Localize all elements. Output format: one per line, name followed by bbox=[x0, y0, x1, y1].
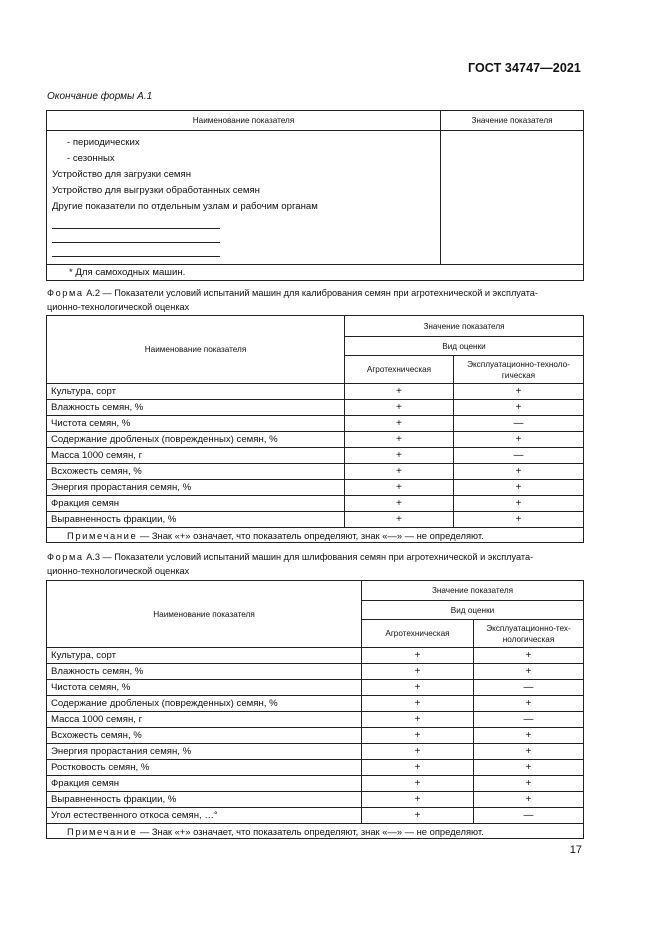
row-expl-cell: + bbox=[474, 776, 584, 792]
col-header-type: Вид оценки bbox=[345, 337, 584, 356]
table-row bbox=[47, 648, 584, 664]
form-a3-table bbox=[46, 580, 584, 839]
row-name-cell: Всхожесть семян, % bbox=[47, 728, 362, 744]
row-expl-cell: + bbox=[474, 728, 584, 744]
table-note: Примечание — Знак «+» означает, что показатель определяют, знак «—» — не определяют. bbox=[47, 528, 584, 543]
row-agro-cell: + bbox=[362, 680, 474, 696]
row-agro-cell: + bbox=[345, 432, 454, 448]
blank-line bbox=[52, 229, 220, 243]
row-name-cell: Энергия прорастания семян, % bbox=[47, 744, 362, 760]
row-name-cell: Культура, сорт bbox=[47, 384, 345, 400]
row-agro-cell: + bbox=[345, 480, 454, 496]
row-expl-cell: — bbox=[474, 808, 584, 824]
table-row bbox=[47, 664, 584, 680]
row-name-cell: Влажность семян, % bbox=[47, 664, 362, 680]
row-name-cell: Угол естественного откоса семян, …° bbox=[47, 808, 362, 824]
row-agro-cell: + bbox=[345, 464, 454, 480]
form-a1-table bbox=[46, 110, 584, 281]
row-agro-cell: + bbox=[345, 416, 454, 432]
col-header-expl: Эксплуатационно-техноло- гическая bbox=[454, 356, 584, 384]
table-row bbox=[47, 808, 584, 824]
col-header-name: Наименование показателя bbox=[47, 111, 441, 131]
table-row bbox=[47, 496, 584, 512]
row-expl-cell: + bbox=[474, 648, 584, 664]
col-header-agro: Агротехническая bbox=[362, 620, 474, 648]
row-expl-cell: — bbox=[474, 712, 584, 728]
footnote: * Для самоходных машин. bbox=[47, 265, 584, 281]
row-agro-cell: + bbox=[345, 512, 454, 528]
row-name-cell: Влажность семян, % bbox=[47, 400, 345, 416]
row-expl-cell: — bbox=[454, 416, 584, 432]
row-expl-cell: + bbox=[454, 496, 584, 512]
row-agro-cell: + bbox=[345, 496, 454, 512]
row-expl-cell: + bbox=[474, 664, 584, 680]
row-agro-cell: + bbox=[362, 808, 474, 824]
row-expl-cell: + bbox=[474, 760, 584, 776]
col-header-value: Значение показателя bbox=[441, 111, 584, 131]
row-agro-cell: + bbox=[345, 448, 454, 464]
value-cell bbox=[441, 131, 584, 265]
row-expl-cell: + bbox=[454, 480, 584, 496]
col-header-value: Значение показателя bbox=[362, 581, 584, 601]
row-expl-cell: + bbox=[454, 400, 584, 416]
col-header-agro: Агротехническая bbox=[345, 356, 454, 384]
blank-line bbox=[52, 215, 220, 229]
row-agro-cell: + bbox=[362, 776, 474, 792]
row-agro-cell: + bbox=[362, 792, 474, 808]
row-agro-cell: + bbox=[345, 384, 454, 400]
table-row bbox=[47, 776, 584, 792]
col-header-value: Значение показателя bbox=[345, 316, 584, 337]
table-row bbox=[47, 432, 584, 448]
form-a3-title: Форма А.3 — Показатели условий испытаний машин для шлифования семян при агротехнической и эксплуата- ционно-технологической оценках bbox=[47, 552, 534, 576]
row-name-cell: Фракция семян bbox=[47, 496, 345, 512]
row-expl-cell: + bbox=[454, 384, 584, 400]
row-name-cell: Чистота семян, % bbox=[47, 680, 362, 696]
row-agro-cell: + bbox=[362, 712, 474, 728]
row-agro-cell: + bbox=[362, 696, 474, 712]
row-name-cell: Масса 1000 семян, г bbox=[47, 712, 362, 728]
table-row bbox=[47, 728, 584, 744]
blank-line bbox=[52, 243, 220, 257]
row-expl-cell: + bbox=[474, 792, 584, 808]
row-expl-cell: — bbox=[474, 680, 584, 696]
table-row bbox=[47, 712, 584, 728]
row-agro-cell: + bbox=[362, 760, 474, 776]
table-note: Примечание — Знак «+» означает, что показатель определяют, знак «—» — не определяют. bbox=[47, 824, 584, 839]
list-item: Устройство для выгрузки обработанных семян bbox=[52, 185, 260, 196]
row-name-cell: Всхожесть семян, % bbox=[47, 464, 345, 480]
row-name-cell: Фракция семян bbox=[47, 776, 362, 792]
row-name-cell: Культура, сорт bbox=[47, 648, 362, 664]
table-row bbox=[47, 416, 584, 432]
row-agro-cell: + bbox=[362, 664, 474, 680]
table-row bbox=[47, 384, 584, 400]
row-expl-cell: — bbox=[454, 448, 584, 464]
col-header-name: Наименование показателя bbox=[47, 316, 345, 384]
col-header-type: Вид оценки bbox=[362, 601, 584, 620]
document-header: ГОСТ 34747—2021 bbox=[467, 61, 581, 75]
row-expl-cell: + bbox=[454, 464, 584, 480]
row-expl-cell: + bbox=[454, 512, 584, 528]
row-name-cell: Чистота семян, % bbox=[47, 416, 345, 432]
form-a1-body bbox=[47, 131, 441, 265]
table-row bbox=[47, 696, 584, 712]
col-header-name: Наименование показателя bbox=[47, 581, 362, 648]
list-item: Другие показатели по отдельным узлам и рабочим органам bbox=[52, 201, 318, 212]
table-row bbox=[47, 744, 584, 760]
table-row bbox=[47, 680, 584, 696]
list-item: - сезонных bbox=[67, 153, 115, 164]
row-expl-cell: + bbox=[474, 744, 584, 760]
row-name-cell: Энергия прорастания семян, % bbox=[47, 480, 345, 496]
row-name-cell: Содержание дробленых (поврежденных) семян, % bbox=[47, 432, 345, 448]
row-name-cell: Содержание дробленых (поврежденных) семян, % bbox=[47, 696, 362, 712]
row-expl-cell: + bbox=[474, 696, 584, 712]
table-row bbox=[47, 760, 584, 776]
table-row bbox=[47, 512, 584, 528]
table-row bbox=[47, 400, 584, 416]
row-name-cell: Выравненность фракции, % bbox=[47, 512, 345, 528]
page-number: 17 bbox=[569, 844, 582, 856]
form-a2-table bbox=[46, 315, 584, 543]
list-item: Устройство для загрузки семян bbox=[52, 169, 192, 180]
col-header-expl: Эксплуатационно-тех- нологическая bbox=[474, 620, 584, 648]
form-a2-title: Форма А.2 — Показатели условий испытаний машин для калибрования семян при агротехнической и эксплуата- ционно-технологической оценках bbox=[47, 288, 538, 312]
table-row bbox=[47, 464, 584, 480]
table-row bbox=[47, 480, 584, 496]
row-name-cell: Масса 1000 семян, г bbox=[47, 448, 345, 464]
row-agro-cell: + bbox=[362, 728, 474, 744]
form-a1-caption: Окончание формы А.1 bbox=[47, 91, 153, 102]
table-row bbox=[47, 792, 584, 808]
row-name-cell: Ростковость семян, % bbox=[47, 760, 362, 776]
table-row bbox=[47, 448, 584, 464]
row-agro-cell: + bbox=[362, 744, 474, 760]
row-agro-cell: + bbox=[362, 648, 474, 664]
row-expl-cell: + bbox=[454, 432, 584, 448]
row-agro-cell: + bbox=[345, 400, 454, 416]
list-item: - периодических bbox=[67, 137, 140, 148]
row-name-cell: Выравненность фракции, % bbox=[47, 792, 362, 808]
